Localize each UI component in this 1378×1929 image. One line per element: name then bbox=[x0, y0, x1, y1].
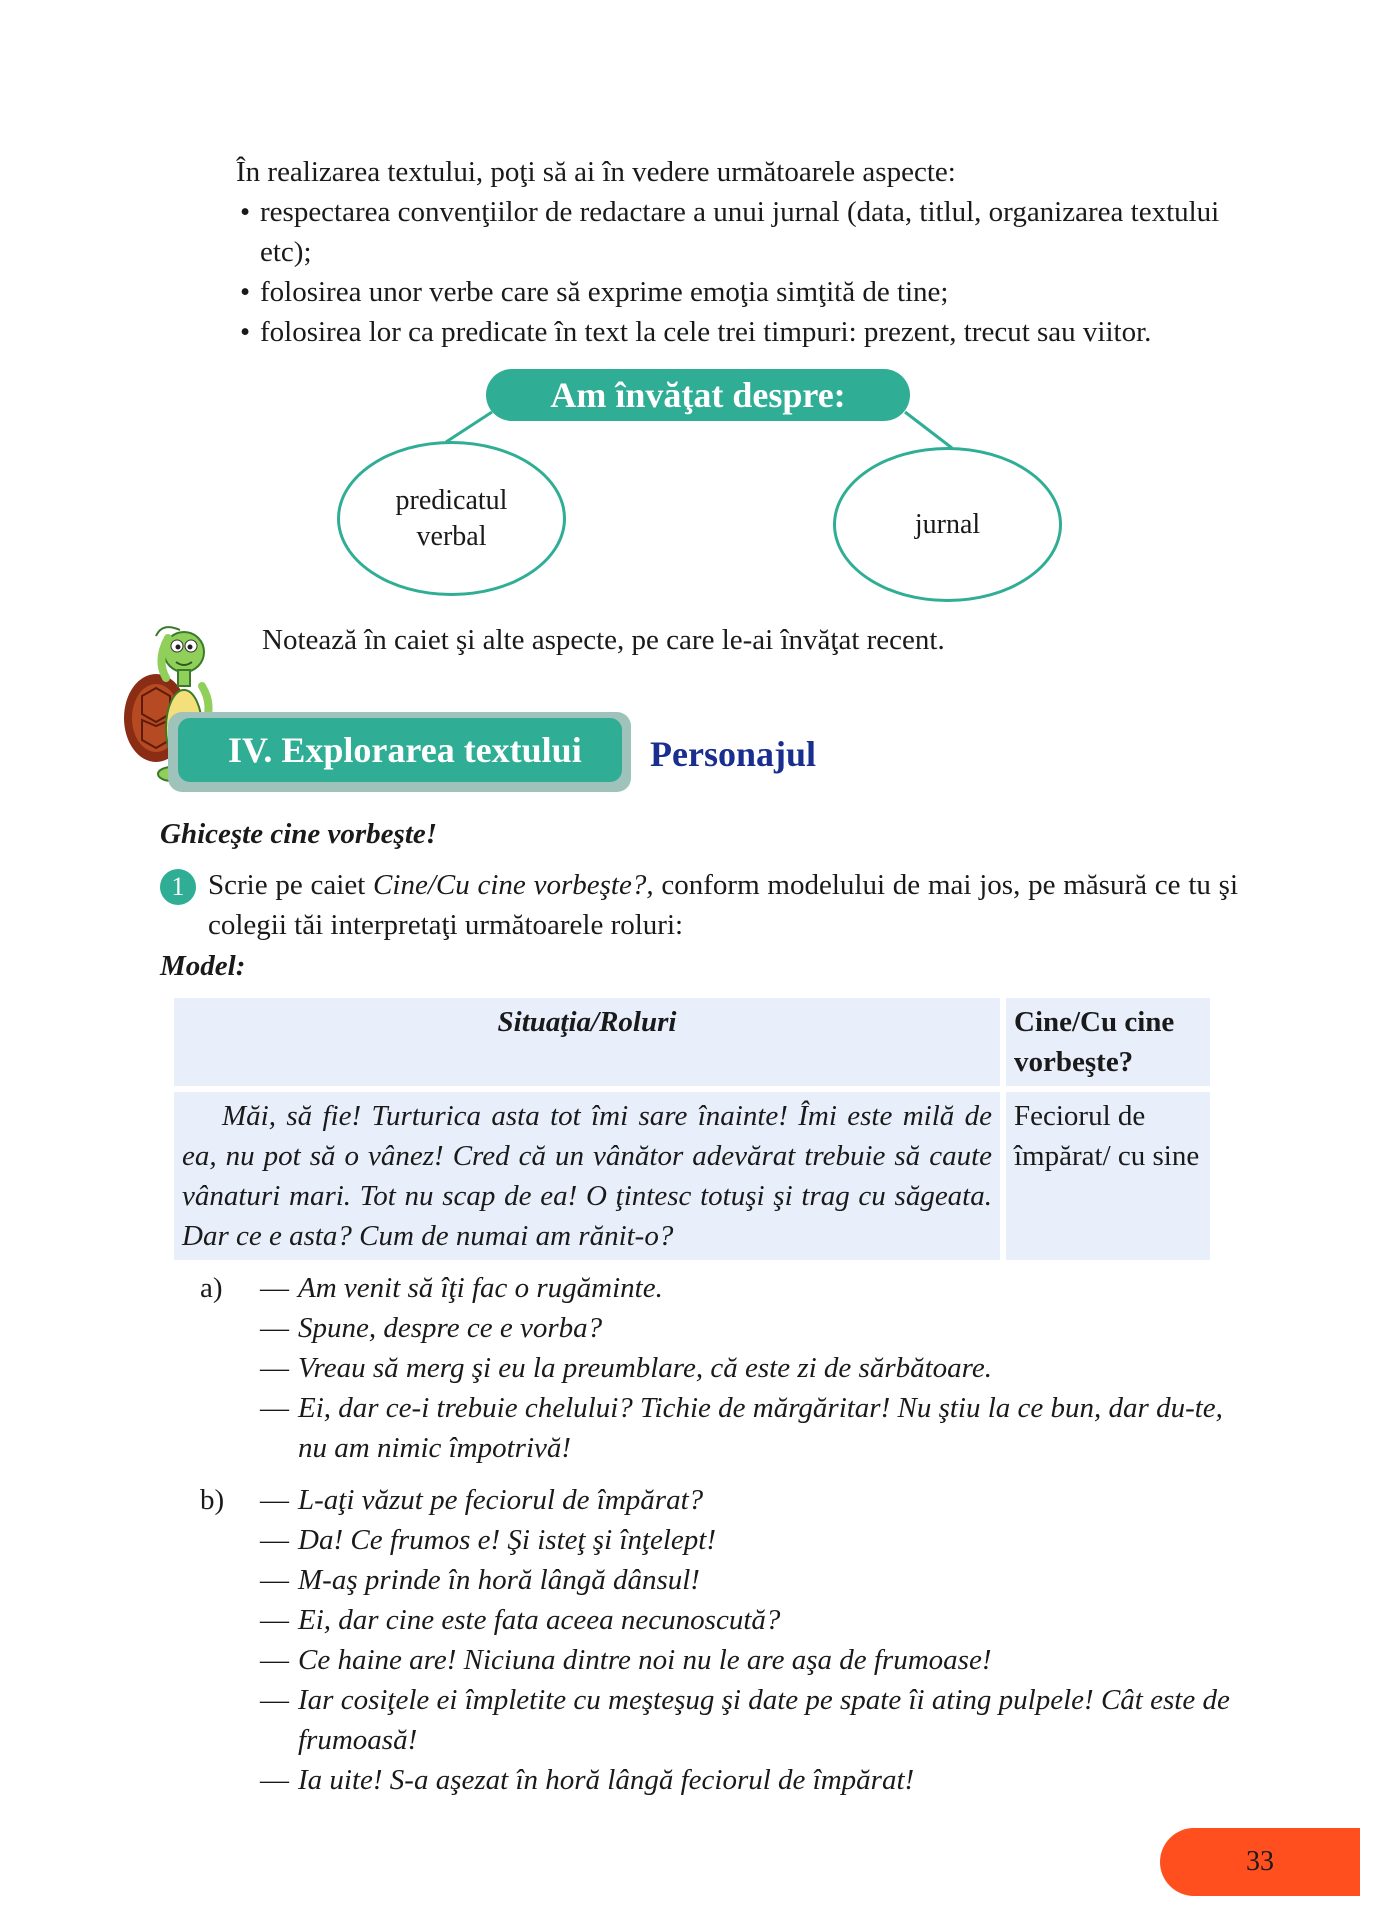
dialog-a-lines bbox=[260, 1268, 1240, 1468]
dash-mark: — bbox=[260, 1564, 289, 1596]
mindmap-title: Am învăţat despre: bbox=[486, 369, 910, 421]
intro-block bbox=[236, 152, 1246, 352]
dialog-line bbox=[260, 1760, 1240, 1800]
table-header-row bbox=[174, 998, 1210, 1086]
dash-mark: — bbox=[260, 1484, 289, 1516]
section-title: IV. Explorarea textului bbox=[178, 718, 622, 782]
intro-bullets bbox=[236, 192, 1246, 352]
bubble-label: jurnal bbox=[914, 508, 981, 540]
dialog-line-text: Spune, despre ce e vorba? bbox=[298, 1312, 603, 1344]
table-header-who: Cine/Cu cine vorbeşte? bbox=[1006, 998, 1210, 1086]
dialog-line-text: Am venit să îţi fac o rugăminte. bbox=[298, 1272, 663, 1304]
dialog-line bbox=[260, 1348, 1240, 1388]
dialog-b-lines bbox=[260, 1480, 1240, 1800]
dialog-line bbox=[260, 1268, 1240, 1308]
dash-mark: — bbox=[260, 1524, 289, 1556]
bullet-item: • folosirea unor verbe care să exprime emoţia simţită de tine; bbox=[236, 272, 1246, 312]
model-label: Model: bbox=[160, 950, 246, 982]
task-text-italic: Cine/Cu cine vorbeşte?, bbox=[373, 869, 654, 901]
mindmap-bubble-predicate bbox=[337, 441, 566, 596]
dialog-line bbox=[260, 1640, 1240, 1680]
dash-mark: — bbox=[260, 1352, 289, 1384]
dialog-line bbox=[260, 1600, 1240, 1640]
dialog-line-text: Vreau să merg şi eu la preumblare, că este zi de sărbătoare. bbox=[298, 1352, 993, 1384]
dialog-a bbox=[0, 1268, 1378, 1478]
dialog-line bbox=[260, 1680, 1240, 1760]
dialog-line bbox=[260, 1388, 1240, 1468]
dialog-b bbox=[0, 1480, 1378, 1810]
dialog-line bbox=[260, 1520, 1240, 1560]
dash-mark: — bbox=[260, 1272, 289, 1304]
dialog-line bbox=[260, 1480, 1240, 1520]
dash-mark: — bbox=[260, 1604, 289, 1636]
dash-mark: — bbox=[260, 1764, 289, 1796]
dash-mark: — bbox=[260, 1312, 289, 1344]
dash-mark: — bbox=[260, 1392, 289, 1424]
table-cell-situation: Măi, să fie! Turturica asta tot îmi sare înainte! Îmi este milă de ea, nu pot să o vânez! Cred că un vânător adevărat trebuie să caute vânaturi mari. Tot nu scap de ea! O ţintesc totuşi şi trag cu săgeata. Dar ce e asta? Cum de numai am rănit-o? bbox=[174, 1092, 1000, 1260]
task-text-before: Scrie pe caiet bbox=[208, 869, 374, 901]
dialog-line-text: Ce haine are! Niciuna dintre noi nu le are aşa de frumoase! bbox=[298, 1644, 992, 1676]
model-table bbox=[168, 992, 1216, 1266]
bullet-item: • respectarea convenţiilor de redactare a unui jurnal (data, titlul, organizarea textului etc); bbox=[236, 192, 1246, 272]
dash-mark: — bbox=[260, 1684, 289, 1716]
bullet-item: • folosirea lor ca predicate în text la cele trei timpuri: prezent, trecut sau viitor. bbox=[236, 312, 1246, 352]
dialog-line-text: L-aţi văzut pe feciorul de împărat? bbox=[298, 1484, 704, 1516]
dash-mark: — bbox=[260, 1644, 289, 1676]
task-instructions bbox=[208, 865, 1238, 945]
dialog-b-label: b) bbox=[200, 1484, 225, 1516]
mindmap-bubble-journal bbox=[833, 447, 1062, 602]
dialog-line-text: Ei, dar cine este fata aceea necunoscută? bbox=[298, 1604, 781, 1636]
bubble-label: predicatul verbal bbox=[395, 484, 508, 552]
dialog-line bbox=[260, 1560, 1240, 1600]
intro-lead: În realizarea textului, poţi să ai în vedere următoarele aspecte: bbox=[236, 156, 956, 188]
task-number-badge: 1 bbox=[160, 869, 196, 905]
task-heading: Ghiceşte cine vorbeşte! bbox=[160, 818, 438, 850]
dialog-line-text: Ei, dar ce-i trebuie chelului? Tichie de mărgăritar! Nu ştiu la ce bun, dar du-te, nu am nimic împotrivă! bbox=[298, 1392, 1223, 1464]
dialog-line-text: Da! Ce frumos e! Şi isteţ şi înţelept! bbox=[298, 1524, 717, 1556]
page-number: 33 bbox=[1160, 1828, 1360, 1896]
table-cell-who: Feciorul de împărat/ cu sine bbox=[1006, 1092, 1210, 1260]
dialog-line-text: Ia uite! S-a aşezat în horă lângă feciorul de împărat! bbox=[298, 1764, 915, 1796]
dialog-line-text: M-aş prinde în horă lângă dânsul! bbox=[298, 1564, 700, 1596]
dialog-line-text: Iar cosiţele ei împletite cu meşteşug şi date pe spate îi ating pulpele! Cât este de frumoasă! bbox=[298, 1684, 1230, 1756]
note-text: Notează în caiet şi alte aspecte, pe care le-ai învăţat recent. bbox=[262, 624, 945, 656]
task-text-after: conform modelului de mai jos, pe măsură ce tu şi colegii tăi interpretaţi următoarele roluri: bbox=[208, 869, 1238, 941]
section-subtitle: Personajul bbox=[650, 734, 816, 774]
dialog-a-label: a) bbox=[200, 1272, 223, 1304]
dialog-line bbox=[260, 1308, 1240, 1348]
table-header-situation: Situaţia/Roluri bbox=[174, 998, 1000, 1086]
table-row bbox=[174, 1092, 1210, 1260]
